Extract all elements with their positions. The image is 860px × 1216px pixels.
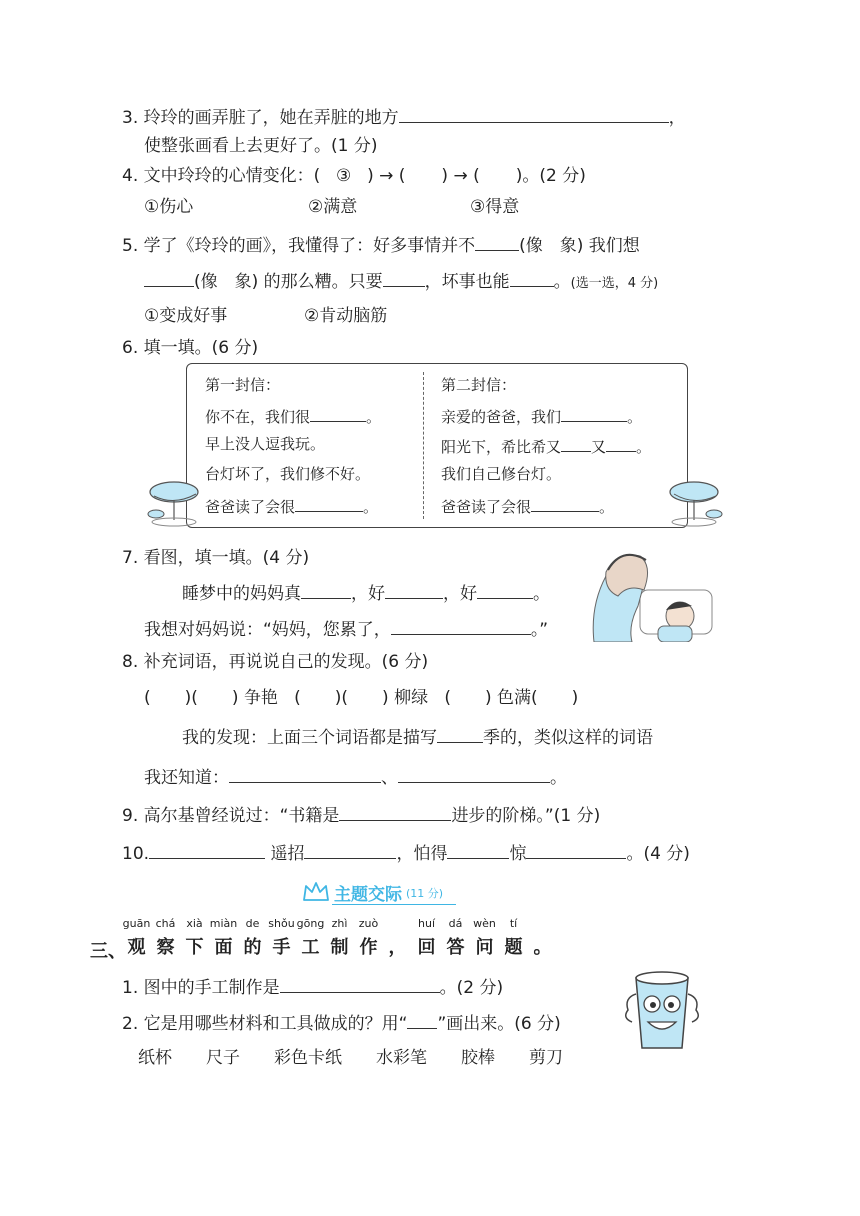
heading-char xyxy=(122,916,151,960)
heading-char xyxy=(470,916,499,960)
lotus-leaf-right-icon xyxy=(662,478,726,530)
s3q2-line xyxy=(122,1010,561,1036)
q10-blank-2[interactable] xyxy=(304,840,396,859)
letter2-blank-3[interactable] xyxy=(606,433,636,452)
heading-hanzi: 工 xyxy=(301,937,320,958)
letter2-line2-text-a: 阳光下，希比希又 xyxy=(441,438,562,456)
heading-hanzi: 面 xyxy=(214,937,233,958)
banner-title: 主题交际 xyxy=(334,885,402,905)
q7-text-d: 。 xyxy=(533,584,550,604)
q4-answer-1: ③ xyxy=(336,166,352,186)
q5-blank-1[interactable] xyxy=(475,232,519,251)
q4-option-1: ①伤心 xyxy=(144,197,194,217)
heading-char xyxy=(383,916,412,960)
letter1-line4-text: 爸爸读了会很 xyxy=(205,498,296,516)
lotus-leaf-left-icon xyxy=(144,478,208,530)
period: 。 xyxy=(363,498,379,516)
letter1-line2: 早上没人逗我玩。 xyxy=(205,435,326,453)
heading-hanzi: 制 xyxy=(330,937,349,958)
q8-sep: 、 xyxy=(381,768,398,788)
q8-finding-text-a: 我的发现：上面三个词语都是描写 xyxy=(182,728,437,748)
q8-blank-season[interactable] xyxy=(437,724,483,743)
heading-char xyxy=(209,916,238,960)
letter2-line1 xyxy=(441,403,642,427)
letter2-line3: 我们自己修台灯。 xyxy=(441,465,562,483)
heading-char xyxy=(151,916,180,960)
letter2-line2-text-b: 又 xyxy=(591,438,607,456)
s3q2-text-b: ”画出来。(6 分) xyxy=(437,1014,561,1034)
q5-text-d: ，坏事也能 xyxy=(424,272,510,292)
heading-char xyxy=(412,916,441,960)
heading-hanzi: 回 xyxy=(417,937,436,958)
s3q1-line xyxy=(122,974,503,1000)
heading-pinyin xyxy=(528,916,557,932)
material-item[interactable]: 纸杯 xyxy=(138,1048,172,1068)
sleeping-mother-illustration xyxy=(588,546,718,642)
q8-finding xyxy=(182,724,653,750)
heading-hanzi: 察 xyxy=(156,937,175,958)
q4-arrow-2: ) → ( xyxy=(441,166,480,186)
q5-option-1: ①变成好事 xyxy=(144,306,228,326)
heading-pinyin: de xyxy=(245,917,260,930)
s3q2-items xyxy=(138,1046,563,1070)
q10-number: 10. xyxy=(122,844,150,864)
heading-char xyxy=(499,916,528,960)
letter2-blank-2[interactable] xyxy=(561,433,591,452)
q9-text-a: 9. 高尔基曾经说过：“书籍是 xyxy=(122,806,340,826)
letter1-heading: 第一封信： xyxy=(205,376,281,394)
heading-hanzi: 题 xyxy=(504,937,523,958)
heading-pinyin: xià xyxy=(186,917,203,930)
q10-text-b: ，怕得 xyxy=(396,844,448,864)
q9-blank[interactable] xyxy=(339,802,451,821)
q5-score: (选一选，4 分) xyxy=(570,276,659,291)
heading-hanzi: 。 xyxy=(533,937,552,958)
q5-text-b: (像 象) 我们想 xyxy=(519,236,640,256)
q7-line1 xyxy=(182,580,550,606)
q8-paren-1[interactable]: ( ) xyxy=(144,688,192,708)
section-banner xyxy=(302,876,452,908)
heading-hanzi: 问 xyxy=(475,937,494,958)
q10-text-c: 惊 xyxy=(509,844,527,864)
period: 。 xyxy=(599,498,615,516)
q4-option-2: ②满意 xyxy=(308,197,358,217)
q8-blank-2[interactable] xyxy=(398,764,550,783)
heading-char xyxy=(267,916,296,960)
letter1-blank-2[interactable] xyxy=(295,493,363,512)
q8-word-1: 争艳 xyxy=(243,688,278,708)
letter2-blank-4[interactable] xyxy=(531,493,599,512)
heading-hanzi: 作 xyxy=(359,937,378,958)
q3-blank[interactable] xyxy=(399,104,669,123)
q8-paren-2[interactable]: ( ) xyxy=(191,688,239,708)
letter2-heading: 第二封信： xyxy=(441,376,517,394)
q10-text-d: 。(4 分) xyxy=(626,844,690,864)
letter-divider xyxy=(423,372,424,519)
q5-option-2: ②肯动脑筋 xyxy=(304,306,388,326)
q5-text-c: (像 象) 的那么糟。只要 xyxy=(194,272,383,292)
material-item[interactable]: 彩色卡纸 xyxy=(274,1048,342,1068)
heading-char xyxy=(325,916,354,960)
q10-blank-1[interactable] xyxy=(149,840,265,859)
heading-pinyin: chá xyxy=(155,917,176,930)
period: 。 xyxy=(366,408,382,426)
q4-line xyxy=(122,164,586,188)
q3-text: 3. 玲玲的画弄脏了，她在弄脏的地方 xyxy=(122,108,399,128)
q5-text-a: 5. 学了《玲玲的画》，我懂得了：好多事情并不 xyxy=(122,236,476,256)
heading-pinyin: zuò xyxy=(358,917,379,930)
q7-blank-2[interactable] xyxy=(385,580,443,599)
banner-underline xyxy=(332,904,456,905)
s3q2-text-a: 2. 它是用哪些材料和工具做成的？用“ xyxy=(122,1014,408,1034)
material-item[interactable]: 尺子 xyxy=(206,1048,240,1068)
letter1-line4 xyxy=(205,493,378,517)
letter2-line4 xyxy=(441,493,614,517)
q8-blank-1[interactable] xyxy=(229,764,381,783)
heading-hanzi: ， xyxy=(388,937,407,958)
q8-paren-5[interactable]: ( ) xyxy=(444,688,492,708)
q7-blank-4[interactable] xyxy=(391,616,531,635)
heading-pinyin: wèn xyxy=(473,917,496,930)
q4-option-3: ③得意 xyxy=(470,197,520,217)
q4-text: 4. 文中玲玲的心情变化：( xyxy=(122,166,321,186)
q8-know-text: 我还知道： xyxy=(144,768,229,788)
heading-pinyin: miàn xyxy=(209,917,238,930)
q10-blank-3[interactable] xyxy=(447,840,509,859)
q7-blank-1[interactable] xyxy=(301,580,351,599)
q6-title: 6. 填一填。(6 分) xyxy=(122,338,259,358)
q8-words xyxy=(144,686,578,710)
heading-char xyxy=(296,916,325,960)
material-item[interactable]: 胶棒 xyxy=(461,1048,495,1068)
q8-paren-3[interactable]: ( ) xyxy=(294,688,342,708)
q8-word-3: 色满 xyxy=(496,688,531,708)
period: 。 xyxy=(636,438,652,456)
q5-blank-3[interactable] xyxy=(383,268,425,287)
q3-comma: ， xyxy=(668,108,686,128)
heading-char xyxy=(180,916,209,960)
q10-line xyxy=(122,840,690,866)
q4-arrow-1: ) → ( xyxy=(367,166,406,186)
heading-pinyin xyxy=(383,916,412,932)
q8-end: 。 xyxy=(550,768,567,788)
q7-text-f: 。” xyxy=(530,620,549,640)
q5-blank-2[interactable] xyxy=(144,268,194,287)
letter1-line1-text: 你不在，我们很 xyxy=(205,408,311,426)
s3q1-text-b: 。(2 分) xyxy=(439,978,504,998)
q7-text-e: 我想对妈妈说：“妈妈，您累了， xyxy=(144,620,391,640)
s3q2-underline-sample xyxy=(407,1010,437,1029)
letter2-blank-1[interactable] xyxy=(561,403,627,422)
s3q1-blank[interactable] xyxy=(280,974,440,993)
q8-paren-6[interactable]: ( ) xyxy=(530,688,579,708)
material-item[interactable]: 水彩笔 xyxy=(376,1048,427,1068)
q5-text-e: 。 xyxy=(553,272,571,292)
q3-line1 xyxy=(122,104,686,130)
q3-line2: 使整张画看上去更好了。(1 分) xyxy=(144,136,378,156)
heading-pinyin: guān xyxy=(122,917,151,930)
banner-score: (11 分) xyxy=(406,887,444,900)
q8-know xyxy=(144,764,567,790)
q8-title: 8. 补充词语，再说说自己的发现。(6 分) xyxy=(122,652,429,672)
heading-char xyxy=(354,916,383,960)
section3-prefix: 三、 xyxy=(90,941,126,962)
heading-pinyin: tí xyxy=(509,917,518,930)
heading-char xyxy=(528,916,557,960)
period: 。 xyxy=(627,408,643,426)
q5-blank-4[interactable] xyxy=(510,268,554,287)
letter2-line4-text: 爸爸读了会很 xyxy=(441,498,532,516)
heading-hanzi: 下 xyxy=(185,937,204,958)
heading-char xyxy=(238,916,267,960)
q7-text-c: ，好 xyxy=(443,584,477,604)
q8-finding-text-b: 季的，类似这样的词语 xyxy=(483,728,653,748)
letter2-line1-text: 亲爱的爸爸，我们 xyxy=(441,408,562,426)
letter1-line3: 台灯坏了，我们修不好。 xyxy=(205,465,371,483)
q9-text-b: 进步的阶梯。”(1 分) xyxy=(451,806,601,826)
q7-text-b: ，好 xyxy=(351,584,385,604)
q7-title: 7. 看图，填一填。(4 分) xyxy=(122,548,310,568)
letter1-line1 xyxy=(205,403,381,427)
letter2-line2 xyxy=(441,433,651,457)
heading-pinyin: zhì xyxy=(331,917,348,930)
heading-hanzi: 的 xyxy=(243,937,262,958)
heading-pinyin: shǒu xyxy=(268,917,295,930)
q9-line xyxy=(122,802,600,828)
s3q1-text-a: 1. 图中的手工制作是 xyxy=(122,978,280,998)
material-item[interactable]: 剪刀 xyxy=(529,1048,563,1068)
crown-icon xyxy=(302,880,330,904)
q7-text-a: 睡梦中的妈妈真 xyxy=(182,584,301,604)
heading-hanzi: 观 xyxy=(127,937,146,958)
q5-line2 xyxy=(144,268,658,296)
heading-hanzi: 手 xyxy=(272,937,291,958)
paper-cup-craft-illustration xyxy=(620,964,704,1056)
q7-line2 xyxy=(144,616,548,642)
section3-heading xyxy=(122,916,562,962)
heading-char xyxy=(441,916,470,960)
q10-blank-4[interactable] xyxy=(526,840,626,859)
heading-pinyin: huí xyxy=(418,917,435,930)
heading-pinyin: dá xyxy=(448,917,463,930)
q8-paren-4[interactable]: ( ) xyxy=(341,688,389,708)
letter1-blank-1[interactable] xyxy=(310,403,366,422)
heading-pinyin: gōng xyxy=(296,917,325,930)
heading-hanzi: 答 xyxy=(446,937,465,958)
q5-line1 xyxy=(122,232,640,258)
q8-word-2: 柳绿 xyxy=(394,688,429,708)
letter-box xyxy=(186,363,688,528)
q10-text-a: 遥招 xyxy=(270,844,305,864)
q4-end: )。(2 分) xyxy=(515,166,586,186)
q7-blank-3[interactable] xyxy=(477,580,533,599)
